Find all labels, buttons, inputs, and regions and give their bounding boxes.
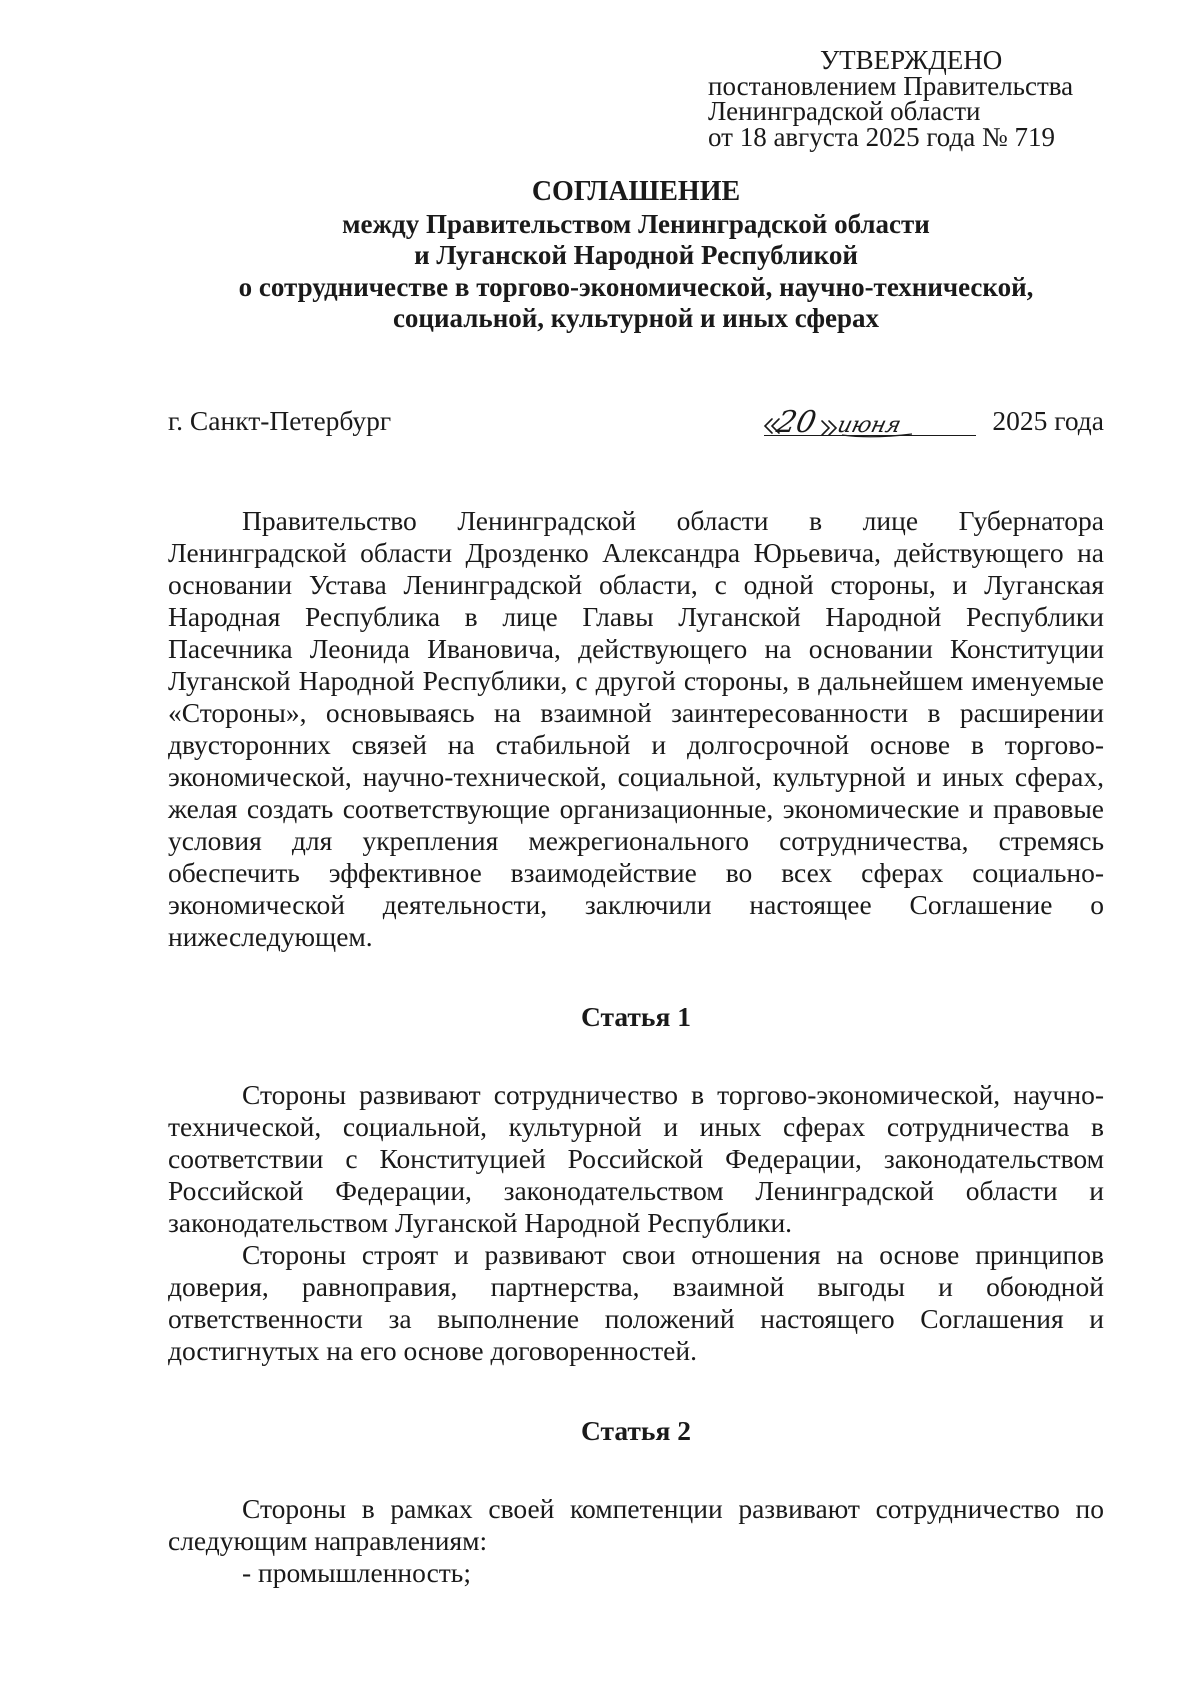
approval-line: от 18 августа 2025 года № 719 bbox=[708, 121, 1055, 152]
handwritten-day: 20 bbox=[773, 405, 820, 440]
approval-stamp bbox=[708, 45, 1108, 152]
approval-line: Ленинградской области bbox=[708, 96, 981, 126]
article-2-paragraph-1: Стороны в рамках своей компетенции развивают сотрудничество по следующим направлениям: bbox=[168, 1493, 1104, 1556]
article-1-paragraph-2: Стороны строят и развивают свои отношения на основе принципов доверия, равноправия, партнерства, взаимной выгоды и обоюдной ответственности за выполнение положений настоящего Соглашения и достигнутых на его основе договоренностей. bbox=[168, 1239, 1104, 1366]
title-line: и Луганской Народной Республикой bbox=[414, 240, 858, 270]
approval-line: постановлением Правительства bbox=[708, 70, 1074, 101]
title-main: СОГЛАШЕНИЕ bbox=[531, 176, 741, 207]
article-1-title: Статья 1 bbox=[581, 1001, 691, 1032]
list-item: - промышленность; bbox=[242, 1557, 471, 1588]
preamble-paragraph: Правительство Ленинградской области в лице Губернатора Ленинградской области Дрозденко Александра Юрьевича, действующего на основании Устава Ленинградской области, с одной стороны, и Луганская Народная Республика в лице Главы Луганской Народной Республики Пасечника Леонида Ивановича, действующего на основании Конституции Луганской Народной Республики, с другой стороны, в дальнейшем именуемые «Стороны», основываясь на взаимной заинтересованности в расширении двусторонних связей на стабильной и долгосрочной основе в торгово-экономической, научно-технической, социальной, культурной и иных сферах, желая создать соответствующие организационные, экономические и правовые условия для укрепления межрегионального сотрудничества, стремясь обеспечить эффективное взаимодействие во всех сферах социально-экономической деятельности, заключили настоящее Соглашение о нижеследующем. bbox=[168, 505, 1104, 952]
handwritten-date bbox=[762, 401, 952, 445]
place-date-row bbox=[168, 405, 1104, 445]
title-line: социальной, культурной и иных сферах bbox=[392, 303, 880, 333]
title-line: между Правительством Ленинградской области bbox=[342, 208, 930, 239]
place: г. Санкт-Петербург bbox=[168, 405, 392, 436]
article-1-paragraph-1: Стороны развивают сотрудничество в торгово-экономической, научно-технической, социальной, культурной и иных сферах сотрудничества в соответствии с Конституцией Российской Федерации, законодательством Российской Федерации, законодательством Ленинградской области и законодательством Луганской Народной Республики. bbox=[168, 1079, 1104, 1238]
approval-heading: УТВЕРЖДЕНО bbox=[820, 45, 1003, 75]
document-body bbox=[168, 505, 1104, 1589]
title-line: о сотрудничестве в торгово-экономической, научно-технической, bbox=[238, 271, 1034, 302]
date-year: 2025 года bbox=[992, 405, 1104, 436]
article-2-title: Статья 2 bbox=[581, 1415, 691, 1446]
document-title bbox=[168, 176, 1104, 335]
handwritten-month: июня bbox=[834, 412, 904, 438]
